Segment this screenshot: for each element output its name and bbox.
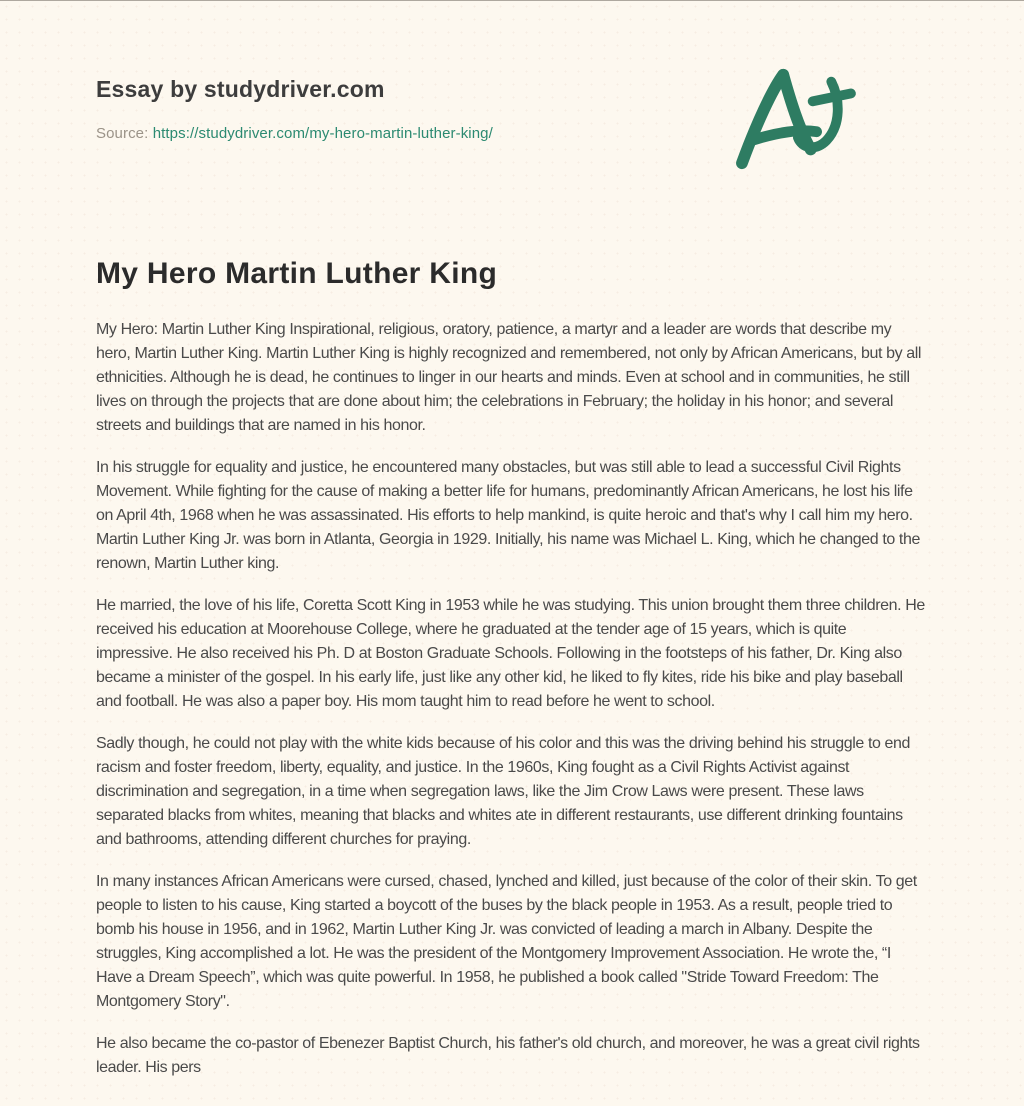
essay-paragraph: My Hero: Martin Luther King Inspirational, religious, oratory, patience, a martyr and a leader are words that describe my hero, Martin Luther King. Martin Luther King is highly recognized and remembered, not only by African Americans, but by all ethnicities. Although he is dead, he continues to linger in our hearts and minds. Even at school and in communities, he still lives on through the projects that are done about him; the celebrations in February; the holiday in his honor; and several streets and buildings that are named in his honor. xyxy=(96,321,922,434)
essay-paragraph: In many instances African Americans were cursed, chased, lynched and killed, just because of the color of their skin. To get people to listen to his cause, King started a boycott of the buses by the black people in 1953. As a result, people tried to bomb his house in 1956, and in 1962, Martin Luther King Jr. was convicted of leading a march in Albany. Despite the struggles, King accomplished a lot. He was the president of the Montgomery Improvement Association. He wrote the, “I Have a Dream Speech”, which was quite powerful. In 1958, he published a book called "Stride Toward Freedom: The Montgomery Story". xyxy=(96,873,917,1010)
source-link[interactable]: https://studydriver.com/my-hero-martin-luther-king/ xyxy=(152,125,493,142)
a-plus-logo-icon xyxy=(728,62,860,172)
header-title: Essay by studydriver.com xyxy=(96,76,385,102)
essay-paragraph: Sadly though, he could not play with the white kids because of his color and this was the driving behind his struggle to end racism and foster freedom, liberty, equality, and justice. In the 1960s, King fought as a Civil Rights Activist against discrimination and segregation, in a time when segregation laws, like the Jim Crow Laws were present. These laws separated blacks from whites, meaning that blacks and whites ate in different restaurants, use different drinking fountains and bathrooms, attending different churches for praying. xyxy=(96,735,911,848)
essay-paragraph: In his struggle for equality and justice, he encountered many obstacles, but was still able to lead a successful Civil Rights Movement. While fighting for the cause of making a better life for humans, predominantly African Americans, he lost his life on April 4th, 1968 when he was assassinated. His efforts to help mankind, is quite heroic and that's why I call him my hero. Martin Luther King Jr. was born in Atlanta, Georgia in 1929. Initially, his name was Michael L. King, which he changed to the renown, Martin Luther king. xyxy=(96,459,920,572)
essay-body xyxy=(96,318,926,1080)
essay-title: My Hero Martin Luther King xyxy=(96,257,498,290)
essay-paragraph: He married, the love of his life, Coretta Scott King in 1953 while he was studying. This union brought them three children. He received his education at Moorehouse College, where he graduated at the tender age of 15 years, which is quite impressive. He also received his Ph. D at Boston Graduate Schools. Following in the footsteps of his father, Dr. King also became a minister of the gospel. In his early life, just like any other kid, he liked to fly kites, ride his bike and play baseball and football. He was also a paper boy. His mom taught him to read before he went to school. xyxy=(96,597,925,710)
essay-paragraph: He also became the co-pastor of Ebenezer Baptist Church, his father's old church, and moreover, he was a great civil rights leader. His pers xyxy=(96,1035,920,1076)
source-label: Source: xyxy=(96,125,149,142)
